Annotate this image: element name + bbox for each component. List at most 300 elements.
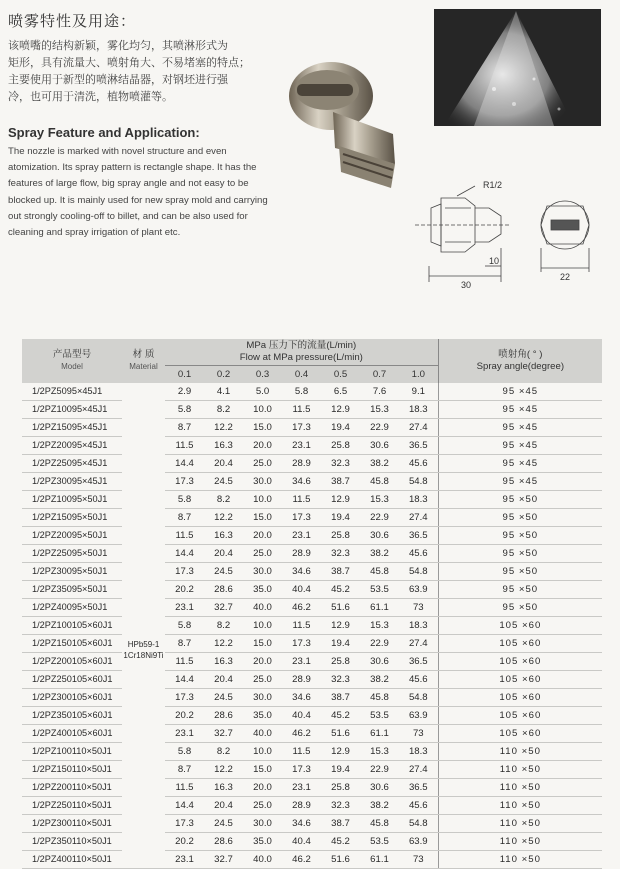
flow-cell: 45.8 bbox=[360, 815, 399, 833]
model-cell: 1/2PZ35095×50J1 bbox=[22, 581, 122, 599]
table-row bbox=[22, 581, 602, 599]
en-description bbox=[8, 144, 283, 241]
thread-label: R1/2 bbox=[483, 180, 503, 190]
header-model-en: Model bbox=[61, 362, 83, 371]
table-row bbox=[22, 725, 602, 743]
angle-cell: 110 ×50 bbox=[438, 743, 602, 761]
table-row bbox=[22, 473, 602, 491]
spray-pattern-photo bbox=[434, 9, 601, 126]
flow-cell: 17.3 bbox=[282, 761, 321, 779]
flow-cell: 12.2 bbox=[204, 761, 243, 779]
flow-cell: 5.0 bbox=[243, 383, 282, 401]
flow-cell: 63.9 bbox=[399, 833, 438, 851]
flow-cell: 24.5 bbox=[204, 689, 243, 707]
flow-cell: 53.5 bbox=[360, 833, 399, 851]
flow-cell: 30.6 bbox=[360, 437, 399, 455]
angle-cell: 110 ×50 bbox=[438, 851, 602, 869]
flow-cell: 32.7 bbox=[204, 725, 243, 743]
table-row bbox=[22, 779, 602, 797]
angle-cell: 105 ×60 bbox=[438, 725, 602, 743]
model-cell: 1/2PZ400110×50J1 bbox=[22, 851, 122, 869]
flow-cell: 36.5 bbox=[399, 527, 438, 545]
table-row bbox=[22, 491, 602, 509]
flow-cell: 38.2 bbox=[360, 671, 399, 689]
table-row bbox=[22, 671, 602, 689]
flow-cell: 20.0 bbox=[243, 437, 282, 455]
table-row bbox=[22, 833, 602, 851]
flow-cell: 27.4 bbox=[399, 635, 438, 653]
pressure-header: 0.3 bbox=[243, 366, 282, 384]
flow-cell: 4.1 bbox=[204, 383, 243, 401]
flow-cell: 19.4 bbox=[321, 761, 360, 779]
model-cell: 1/2PZ20095×50J1 bbox=[22, 527, 122, 545]
angle-cell: 105 ×60 bbox=[438, 653, 602, 671]
angle-cell: 95 ×45 bbox=[438, 383, 602, 401]
header-material-en: Material bbox=[129, 362, 158, 371]
flow-cell: 73 bbox=[399, 851, 438, 869]
flow-cell: 15.3 bbox=[360, 401, 399, 419]
angle-cell: 105 ×60 bbox=[438, 617, 602, 635]
flow-cell: 54.8 bbox=[399, 473, 438, 491]
nozzle-product-image bbox=[283, 38, 428, 195]
angle-cell: 95 ×45 bbox=[438, 473, 602, 491]
flow-cell: 11.5 bbox=[165, 527, 204, 545]
flow-cell: 8.7 bbox=[165, 509, 204, 527]
flow-cell: 61.1 bbox=[360, 599, 399, 617]
table-row bbox=[22, 797, 602, 815]
flow-cell: 12.9 bbox=[321, 743, 360, 761]
flow-cell: 11.5 bbox=[165, 653, 204, 671]
flow-cell: 16.3 bbox=[204, 779, 243, 797]
model-cell: 1/2PZ30095×45J1 bbox=[22, 473, 122, 491]
flow-cell: 45.6 bbox=[399, 671, 438, 689]
material-label bbox=[122, 639, 165, 661]
header-model-cn: 产品型号 bbox=[52, 349, 92, 360]
model-cell: 1/2PZ25095×50J1 bbox=[22, 545, 122, 563]
flow-cell: 23.1 bbox=[282, 779, 321, 797]
table-row bbox=[22, 401, 602, 419]
table-row bbox=[22, 455, 602, 473]
model-cell: 1/2PZ15095×50J1 bbox=[22, 509, 122, 527]
model-cell: 1/2PZ15095×45J1 bbox=[22, 419, 122, 437]
flow-cell: 25.0 bbox=[243, 797, 282, 815]
flow-cell: 12.9 bbox=[321, 617, 360, 635]
model-cell: 1/2PZ300110×50J1 bbox=[22, 815, 122, 833]
flow-cell: 73 bbox=[399, 725, 438, 743]
table-row bbox=[22, 617, 602, 635]
flow-cell: 51.6 bbox=[321, 725, 360, 743]
angle-cell: 95 ×50 bbox=[438, 563, 602, 581]
flow-cell: 20.0 bbox=[243, 527, 282, 545]
flow-cell: 18.3 bbox=[399, 401, 438, 419]
flow-cell: 11.5 bbox=[165, 437, 204, 455]
flow-cell: 25.8 bbox=[321, 527, 360, 545]
flow-cell: 5.8 bbox=[165, 743, 204, 761]
flow-cell: 45.6 bbox=[399, 455, 438, 473]
flow-cell: 28.9 bbox=[282, 797, 321, 815]
header-spray-angle bbox=[438, 339, 602, 383]
flow-cell: 54.8 bbox=[399, 815, 438, 833]
flow-cell: 63.9 bbox=[399, 707, 438, 725]
flow-cell: 53.5 bbox=[360, 581, 399, 599]
table-row bbox=[22, 689, 602, 707]
flow-cell: 10.0 bbox=[243, 617, 282, 635]
angle-cell: 95 ×50 bbox=[438, 509, 602, 527]
flow-cell: 10.0 bbox=[243, 401, 282, 419]
en-section-title: Spray Feature and Application: bbox=[8, 125, 200, 140]
flow-cell: 17.3 bbox=[165, 473, 204, 491]
flow-cell: 17.3 bbox=[165, 689, 204, 707]
flow-cell: 11.5 bbox=[282, 491, 321, 509]
flow-cell: 46.2 bbox=[282, 599, 321, 617]
flow-cell: 32.3 bbox=[321, 671, 360, 689]
flow-cell: 19.4 bbox=[321, 635, 360, 653]
header-model bbox=[22, 339, 122, 383]
table-row bbox=[22, 761, 602, 779]
flow-cell: 18.3 bbox=[399, 491, 438, 509]
table-row bbox=[22, 599, 602, 617]
flow-cell: 11.5 bbox=[165, 779, 204, 797]
flow-cell: 45.8 bbox=[360, 563, 399, 581]
flow-cell: 20.0 bbox=[243, 779, 282, 797]
flow-cell: 9.1 bbox=[399, 383, 438, 401]
flow-cell: 8.2 bbox=[204, 491, 243, 509]
model-cell: 1/2PZ100110×50J1 bbox=[22, 743, 122, 761]
en-description-line: out strongly cooling-off to billet, and can be also used for bbox=[8, 210, 248, 222]
pressure-header: 0.5 bbox=[321, 366, 360, 384]
flow-cell: 61.1 bbox=[360, 725, 399, 743]
flow-cell: 23.1 bbox=[165, 725, 204, 743]
flow-cell: 20.2 bbox=[165, 707, 204, 725]
flow-cell: 12.9 bbox=[321, 401, 360, 419]
flow-cell: 35.0 bbox=[243, 833, 282, 851]
table-row bbox=[22, 563, 602, 581]
angle-cell: 110 ×50 bbox=[438, 761, 602, 779]
model-cell: 1/2PZ400105×60J1 bbox=[22, 725, 122, 743]
flow-cell: 5.8 bbox=[282, 383, 321, 401]
flow-cell: 20.2 bbox=[165, 833, 204, 851]
table-row bbox=[22, 437, 602, 455]
length-dimension: 30 bbox=[461, 280, 472, 290]
flow-cell: 15.3 bbox=[360, 743, 399, 761]
model-cell: 1/2PZ40095×50J1 bbox=[22, 599, 122, 617]
flow-cell: 28.6 bbox=[204, 833, 243, 851]
model-cell: 1/2PZ25095×45J1 bbox=[22, 455, 122, 473]
table-row bbox=[22, 707, 602, 725]
model-cell: 1/2PZ100105×60J1 bbox=[22, 617, 122, 635]
model-cell: 1/2PZ200110×50J1 bbox=[22, 779, 122, 797]
flow-cell: 14.4 bbox=[165, 797, 204, 815]
angle-cell: 110 ×50 bbox=[438, 779, 602, 797]
angle-cell: 110 ×50 bbox=[438, 797, 602, 815]
flow-cell: 15.0 bbox=[243, 635, 282, 653]
flow-cell: 30.6 bbox=[360, 653, 399, 671]
flow-cell: 17.3 bbox=[282, 419, 321, 437]
model-cell: 1/2PZ250110×50J1 bbox=[22, 797, 122, 815]
flow-cell: 23.1 bbox=[165, 851, 204, 869]
flow-cell: 45.2 bbox=[321, 581, 360, 599]
flow-cell: 8.7 bbox=[165, 419, 204, 437]
flow-cell: 16.3 bbox=[204, 653, 243, 671]
flow-cell: 32.7 bbox=[204, 599, 243, 617]
angle-cell: 95 ×45 bbox=[438, 401, 602, 419]
flow-cell: 35.0 bbox=[243, 707, 282, 725]
flow-cell: 40.4 bbox=[282, 707, 321, 725]
flow-cell: 20.4 bbox=[204, 671, 243, 689]
flow-cell: 46.2 bbox=[282, 725, 321, 743]
cn-section-title: 喷雾特性及用途： bbox=[8, 13, 137, 30]
flow-cell: 14.4 bbox=[165, 671, 204, 689]
flow-cell: 15.0 bbox=[243, 509, 282, 527]
flow-cell: 30.0 bbox=[243, 473, 282, 491]
flow-cell: 24.5 bbox=[204, 473, 243, 491]
flow-cell: 2.9 bbox=[165, 383, 204, 401]
flow-cell: 32.3 bbox=[321, 545, 360, 563]
model-cell: 1/2PZ250105×60J1 bbox=[22, 671, 122, 689]
flow-cell: 24.5 bbox=[204, 815, 243, 833]
flow-cell: 8.2 bbox=[204, 743, 243, 761]
flow-cell: 36.5 bbox=[399, 653, 438, 671]
flow-cell: 20.4 bbox=[204, 545, 243, 563]
flow-cell: 22.9 bbox=[360, 509, 399, 527]
header-angle-cn: 喷射角( ° ) bbox=[498, 349, 543, 360]
flow-cell: 28.6 bbox=[204, 707, 243, 725]
flow-cell: 27.4 bbox=[399, 509, 438, 527]
flow-cell: 11.5 bbox=[282, 617, 321, 635]
flow-cell: 25.0 bbox=[243, 455, 282, 473]
table-row bbox=[22, 653, 602, 671]
material-line: HPb59-1 bbox=[127, 640, 160, 649]
angle-cell: 95 ×50 bbox=[438, 491, 602, 509]
flow-cell: 7.6 bbox=[360, 383, 399, 401]
en-description-line: features of large flow, big spray angle and not easy to be bbox=[8, 178, 249, 190]
flow-cell: 6.5 bbox=[321, 383, 360, 401]
flow-cell: 54.8 bbox=[399, 563, 438, 581]
flow-cell: 36.5 bbox=[399, 437, 438, 455]
model-cell: 1/2PZ350105×60J1 bbox=[22, 707, 122, 725]
header-material bbox=[122, 339, 165, 383]
flow-cell: 45.2 bbox=[321, 833, 360, 851]
flow-cell: 27.4 bbox=[399, 419, 438, 437]
material-cell bbox=[122, 383, 165, 869]
model-cell: 1/2PZ10095×45J1 bbox=[22, 401, 122, 419]
table-row bbox=[22, 383, 602, 401]
header-pressure-en: Flow at MPa pressure(L/min) bbox=[239, 352, 363, 363]
flow-cell: 22.9 bbox=[360, 635, 399, 653]
flow-cell: 14.4 bbox=[165, 455, 204, 473]
flow-cell: 20.4 bbox=[204, 797, 243, 815]
flow-cell: 45.6 bbox=[399, 545, 438, 563]
model-cell: 1/2PZ300105×60J1 bbox=[22, 689, 122, 707]
flow-cell: 18.3 bbox=[399, 743, 438, 761]
material-line: 1Cr18Ni9Ti bbox=[123, 651, 164, 660]
flow-cell: 12.2 bbox=[204, 419, 243, 437]
en-description-line: blocked up. It is mainly used for new spray mold and carrying bbox=[8, 194, 268, 206]
flow-cell: 17.3 bbox=[165, 563, 204, 581]
flow-cell: 40.0 bbox=[243, 599, 282, 617]
flow-cell: 15.0 bbox=[243, 419, 282, 437]
angle-cell: 105 ×60 bbox=[438, 689, 602, 707]
flow-cell: 28.9 bbox=[282, 545, 321, 563]
flow-cell: 34.6 bbox=[282, 563, 321, 581]
header-pressure-flow bbox=[165, 339, 438, 366]
flow-cell: 17.3 bbox=[282, 635, 321, 653]
en-description-line: The nozzle is marked with novel structure and even bbox=[8, 146, 227, 157]
flow-cell: 51.6 bbox=[321, 599, 360, 617]
spec-table bbox=[22, 339, 602, 869]
model-cell: 1/2PZ30095×50J1 bbox=[22, 563, 122, 581]
flow-cell: 40.4 bbox=[282, 581, 321, 599]
table-row bbox=[22, 509, 602, 527]
flow-cell: 46.2 bbox=[282, 851, 321, 869]
pressure-header: 0.4 bbox=[282, 366, 321, 384]
flow-cell: 25.8 bbox=[321, 437, 360, 455]
material-cell-inner bbox=[122, 383, 165, 842]
header-pressure-cn: MPa 压力下的流量(L/min) bbox=[246, 340, 357, 351]
flow-cell: 17.3 bbox=[165, 815, 204, 833]
flow-cell: 38.7 bbox=[321, 563, 360, 581]
pressure-header: 0.2 bbox=[204, 366, 243, 384]
table-row bbox=[22, 545, 602, 563]
model-cell: 1/2PZ150105×60J1 bbox=[22, 635, 122, 653]
model-cell: 1/2PZ10095×50J1 bbox=[22, 491, 122, 509]
flow-cell: 38.2 bbox=[360, 797, 399, 815]
flow-cell: 12.9 bbox=[321, 491, 360, 509]
nozzle-dimension-drawing bbox=[405, 178, 595, 298]
flow-cell: 19.4 bbox=[321, 419, 360, 437]
flow-cell: 63.9 bbox=[399, 581, 438, 599]
flow-cell: 73 bbox=[399, 599, 438, 617]
flow-cell: 38.7 bbox=[321, 815, 360, 833]
flow-cell: 45.8 bbox=[360, 689, 399, 707]
flow-cell: 16.3 bbox=[204, 437, 243, 455]
en-description-line: atomization. Its spray pattern is rectangle shape. It has the bbox=[8, 162, 257, 174]
flow-cell: 25.0 bbox=[243, 671, 282, 689]
flow-cell: 53.5 bbox=[360, 707, 399, 725]
model-cell: 1/2PZ5095×45J1 bbox=[22, 383, 122, 401]
flow-cell: 22.9 bbox=[360, 419, 399, 437]
pressure-header: 0.1 bbox=[165, 366, 204, 384]
flow-cell: 25.0 bbox=[243, 545, 282, 563]
pressure-header: 1.0 bbox=[399, 366, 438, 384]
flow-cell: 23.1 bbox=[282, 527, 321, 545]
spec-table-body bbox=[22, 383, 602, 869]
angle-cell: 95 ×45 bbox=[438, 455, 602, 473]
flow-cell: 36.5 bbox=[399, 779, 438, 797]
flow-cell: 32.3 bbox=[321, 455, 360, 473]
flow-cell: 40.4 bbox=[282, 833, 321, 851]
angle-cell: 95 ×50 bbox=[438, 599, 602, 617]
flow-cell: 45.8 bbox=[360, 473, 399, 491]
flow-cell: 8.2 bbox=[204, 401, 243, 419]
flow-cell: 27.4 bbox=[399, 761, 438, 779]
flow-cell: 23.1 bbox=[282, 437, 321, 455]
flow-cell: 51.6 bbox=[321, 851, 360, 869]
angle-cell: 110 ×50 bbox=[438, 815, 602, 833]
model-cell: 1/2PZ350110×50J1 bbox=[22, 833, 122, 851]
flow-cell: 5.8 bbox=[165, 617, 204, 635]
angle-cell: 95 ×45 bbox=[438, 437, 602, 455]
flow-cell: 34.6 bbox=[282, 473, 321, 491]
tip-dimension: 10 bbox=[489, 256, 500, 266]
spec-table-wrapper bbox=[22, 339, 602, 869]
flow-cell: 11.5 bbox=[282, 743, 321, 761]
flow-cell: 54.8 bbox=[399, 689, 438, 707]
flow-cell: 40.0 bbox=[243, 725, 282, 743]
flow-cell: 30.0 bbox=[243, 689, 282, 707]
flow-cell: 45.2 bbox=[321, 707, 360, 725]
flow-cell: 25.8 bbox=[321, 779, 360, 797]
angle-cell: 95 ×50 bbox=[438, 545, 602, 563]
flow-cell: 30.0 bbox=[243, 815, 282, 833]
table-row bbox=[22, 815, 602, 833]
angle-cell: 95 ×50 bbox=[438, 581, 602, 599]
flow-cell: 20.2 bbox=[165, 581, 204, 599]
flow-cell: 23.1 bbox=[282, 653, 321, 671]
flow-cell: 11.5 bbox=[282, 401, 321, 419]
en-description-line: cleaning and spray irrigation of plant etc. bbox=[8, 227, 181, 239]
flow-cell: 28.9 bbox=[282, 671, 321, 689]
flow-cell: 28.9 bbox=[282, 455, 321, 473]
flow-cell: 10.0 bbox=[243, 491, 282, 509]
flow-cell: 38.7 bbox=[321, 689, 360, 707]
flow-cell: 35.0 bbox=[243, 581, 282, 599]
flow-cell: 40.0 bbox=[243, 851, 282, 869]
flow-cell: 30.6 bbox=[360, 779, 399, 797]
flow-cell: 17.3 bbox=[282, 509, 321, 527]
angle-cell: 95 ×45 bbox=[438, 419, 602, 437]
flow-cell: 12.2 bbox=[204, 635, 243, 653]
flow-cell: 8.7 bbox=[165, 761, 204, 779]
flow-cell: 18.3 bbox=[399, 617, 438, 635]
angle-cell: 105 ×60 bbox=[438, 635, 602, 653]
header-angle-en: Spray angle(degree) bbox=[476, 361, 565, 372]
hex-dimension: 22 bbox=[560, 272, 571, 282]
flow-cell: 25.8 bbox=[321, 653, 360, 671]
pressure-header: 0.7 bbox=[360, 366, 399, 384]
flow-cell: 8.2 bbox=[204, 617, 243, 635]
table-row bbox=[22, 635, 602, 653]
flow-cell: 14.4 bbox=[165, 545, 204, 563]
angle-cell: 105 ×60 bbox=[438, 707, 602, 725]
flow-cell: 28.6 bbox=[204, 581, 243, 599]
flow-cell: 30.6 bbox=[360, 527, 399, 545]
flow-cell: 34.6 bbox=[282, 815, 321, 833]
flow-cell: 19.4 bbox=[321, 509, 360, 527]
flow-cell: 16.3 bbox=[204, 527, 243, 545]
flow-cell: 30.0 bbox=[243, 563, 282, 581]
angle-cell: 110 ×50 bbox=[438, 833, 602, 851]
flow-cell: 45.6 bbox=[399, 797, 438, 815]
flow-cell: 5.8 bbox=[165, 491, 204, 509]
flow-cell: 38.2 bbox=[360, 545, 399, 563]
table-row bbox=[22, 527, 602, 545]
flow-cell: 12.2 bbox=[204, 509, 243, 527]
flow-cell: 20.4 bbox=[204, 455, 243, 473]
angle-cell: 95 ×50 bbox=[438, 527, 602, 545]
flow-cell: 24.5 bbox=[204, 563, 243, 581]
flow-cell: 38.7 bbox=[321, 473, 360, 491]
angle-cell: 105 ×60 bbox=[438, 671, 602, 689]
flow-cell: 15.3 bbox=[360, 617, 399, 635]
flow-cell: 38.2 bbox=[360, 455, 399, 473]
flow-cell: 61.1 bbox=[360, 851, 399, 869]
model-cell: 1/2PZ200105×60J1 bbox=[22, 653, 122, 671]
flow-cell: 23.1 bbox=[165, 599, 204, 617]
flow-cell: 32.3 bbox=[321, 797, 360, 815]
flow-cell: 22.9 bbox=[360, 761, 399, 779]
table-row bbox=[22, 419, 602, 437]
